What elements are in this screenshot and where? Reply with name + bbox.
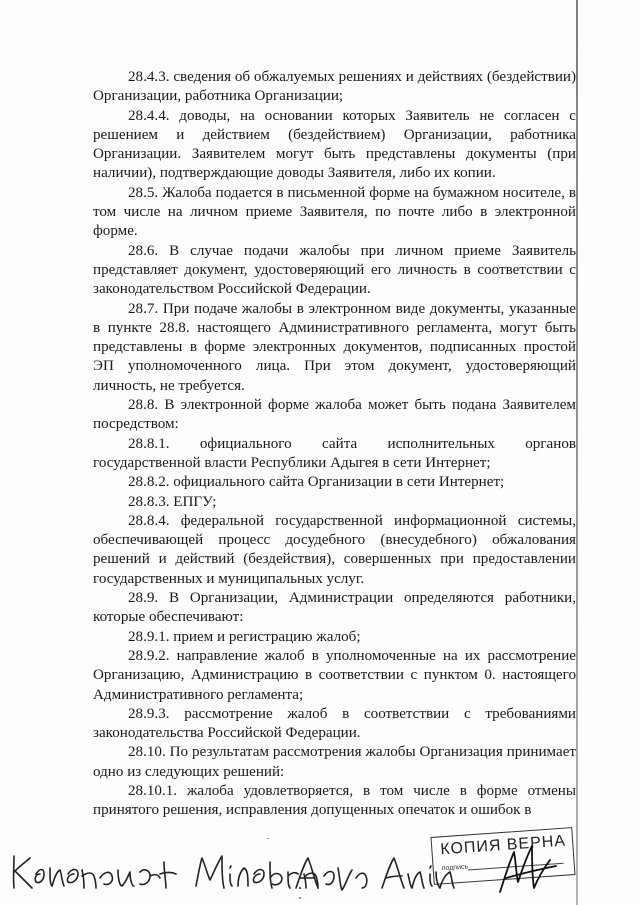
paragraph-28-9-1: 28.9.1. прием и регистрацию жалоб;	[128, 628, 361, 645]
stamp-title: КОПИЯ ВЕРНА	[439, 832, 567, 859]
paragraph-28-8-1: 28.8.1. официального сайта исполнительных органов государственной власти Республики Адыгея в сети Интернет;	[93, 435, 576, 471]
paragraph-28-9: 28.9. В Организации, Администрации определяются работники, которые обеспечивают:	[93, 590, 576, 626]
paragraph-28-10: 28.10. По результатам рассмотрения жалобы Организация принимает одно из следующих решений:	[93, 744, 576, 780]
paragraph-28-7: 28.7. При подаче жалобы в электронном виде документы, указанные в пункте 28.8. настоящего Административного регламента, могут быть представлены в форме электронных документов, подписанных простой ЭП уполномоченного лица. При этом документ, удостоверяющий личность, не требуется.	[93, 300, 576, 394]
paragraph-28-10-1: 28.10.1. жалоба удовлетворяется, в том числе в форме отмены принятого решения, исправления допущенных опечаток и ошибок в	[93, 782, 576, 819]
paragraph-28-4-4: 28.4.4. доводы, на основании которых Заявитель не согласен с решением и действием (бездействием) Организации, работника Организации. Заявителем могут быть представлены документы (при наличии), подтверждающие доводы Заявителя, либо их копии.	[93, 107, 576, 182]
paragraph-28-9-3: 28.9.3. рассмотрение жалоб в соответствии с требованиями законодательства Российской Федерации.	[93, 705, 576, 742]
paragraph-28-5: 28.5. Жалоба подается в письменной форме на бумажном носителе, в том числе на личном приеме Заявителя, по почте либо в электронной форме.	[93, 184, 576, 240]
paragraph-28-8-4: 28.8.4. федеральной государственной информационной системы, обеспечивающей процесс досудебного (внесудебного) обжалования решений и действий (бездействия), совершенных при предоставлении государственных и муниципальных услуг.	[93, 512, 576, 587]
paragraph-28-8: 28.8. В электронной форме жалоба может быть подана Заявителем посредством:	[93, 397, 576, 433]
stamp-signature-label: подпись	[441, 863, 469, 873]
paragraph-28-9-2: 28.9.2. направление жалоб в уполномоченные на их рассмотрение Организацию, Администрацию в соответствии с пунктом 0. настоящего Административного регламента;	[93, 647, 576, 703]
paragraph-28-8-2: 28.8.2. официального сайта Организации в сети Интернет;	[128, 474, 505, 491]
paragraph-28-6: 28.6. В случае подачи жалобы при личном приеме Заявитель представляет документ, удостоверяющий его личность в соответствии с законодательством Российской Федерации.	[93, 242, 576, 298]
signature-icon	[486, 838, 566, 898]
paragraph-28-4-3: 28.4.3. сведения об обжалуемых решениях и действиях (бездействии) Организации, работника Организации;	[93, 69, 576, 105]
document-body	[93, 68, 576, 821]
scan-edge-line	[576, 0, 578, 905]
paragraph-28-8-3: 28.8.3. ЕПГУ;	[128, 493, 217, 510]
